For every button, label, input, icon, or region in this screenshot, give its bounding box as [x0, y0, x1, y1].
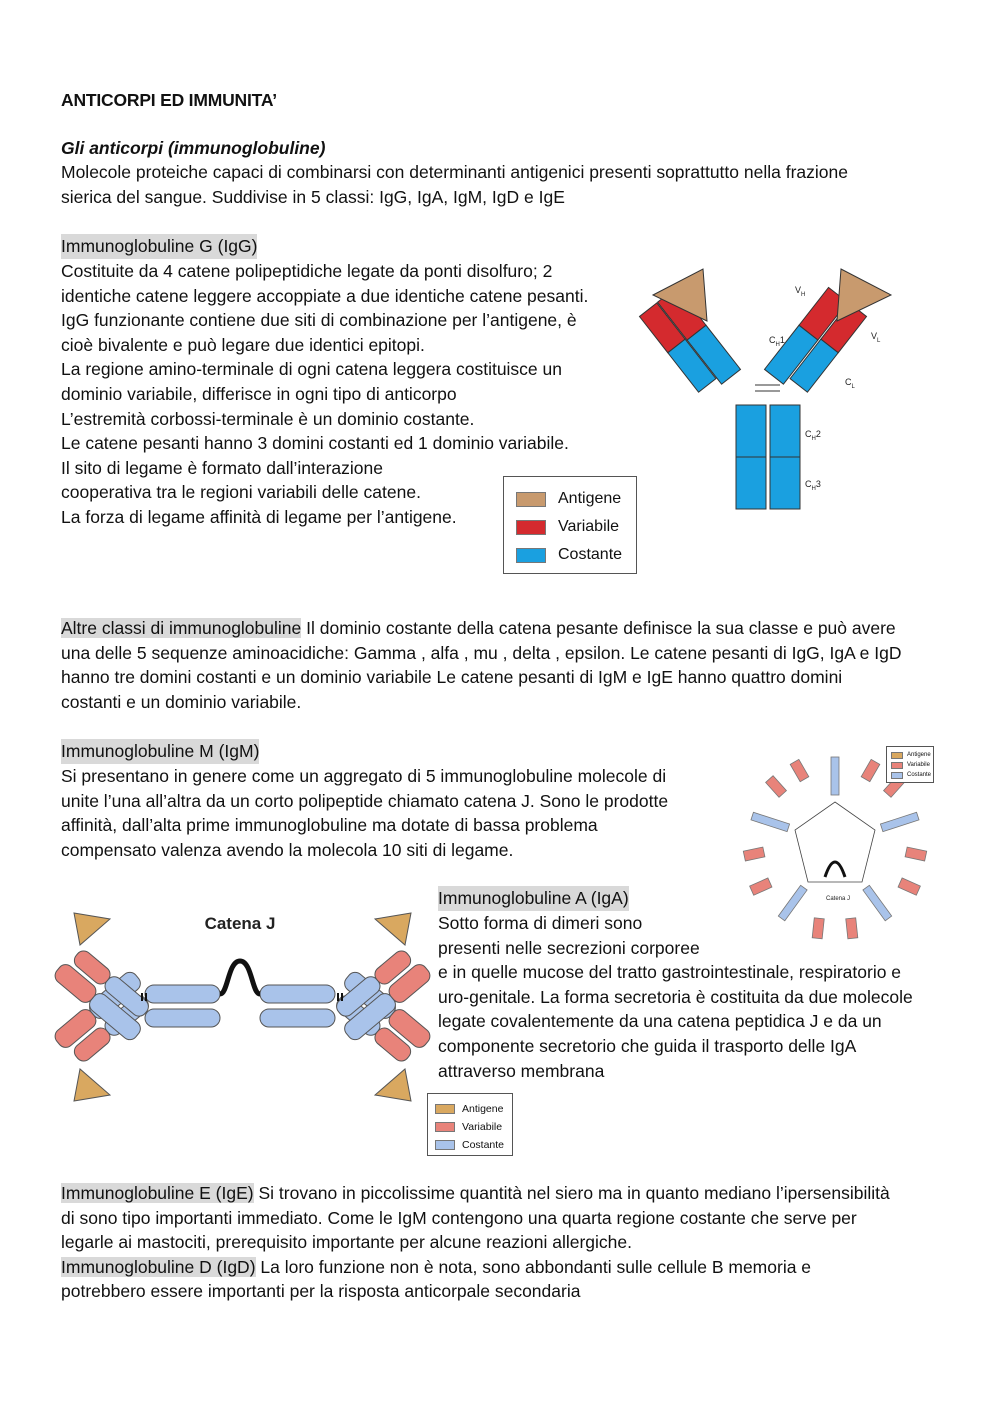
ch3-label-num: 3 — [815, 479, 821, 489]
ch3-label — [805, 479, 821, 492]
igm-heading: Immunoglobuline M (IgM) — [61, 739, 259, 764]
legend-label: Variabile — [907, 762, 930, 768]
igg-line: identiche catene leggere accoppiate a due identiche catene pesanti. — [61, 285, 589, 306]
iga-line: componente secretorio che guida il trasporto delle IgA — [438, 1035, 857, 1056]
variabile-swatch — [891, 762, 903, 769]
iga-heading: Immunoglobuline A (IgA) — [438, 886, 629, 911]
ch2-label-num: 2 — [815, 429, 821, 439]
igd-line: potrebbero essere importanti per la risposta anticorpale secondaria — [61, 1281, 581, 1302]
ch3-label-sub: H — [811, 486, 816, 492]
legend-label: Costante — [558, 546, 623, 563]
igg-diagram — [645, 265, 905, 515]
legend-label: Costante — [907, 772, 932, 778]
vh-label — [795, 285, 805, 298]
ch1-label-sub: H — [775, 342, 780, 348]
cl-label — [845, 377, 856, 390]
ige-igd-section — [61, 1181, 951, 1304]
altre-line: costanti e un dominio variabile. — [61, 691, 302, 712]
igg-heading: Immunoglobuline G (IgG) — [61, 234, 257, 259]
iga-catena-j-label: Catena J — [204, 914, 276, 933]
legend-label: Antigene — [462, 1103, 504, 1115]
altre-line: una delle 5 sequenze aminoacidiche: Gamma , alfa , mu , delta , epsilon. Le catene pesanti di IgG, IgA e IgD — [61, 642, 902, 663]
igg-legend — [503, 476, 637, 574]
igg-line: Costituite da 4 catene polipeptidiche legate da ponti disolfuro; 2 — [61, 261, 553, 281]
ch2-label-sub: H — [811, 436, 816, 442]
antigene-swatch — [435, 1104, 455, 1114]
page-title: ANTICORPI ED IMMUNITA’ — [61, 90, 277, 110]
igg-line: Il sito di legame è formato dall’interazione — [61, 457, 383, 478]
iga-line: presenti nelle secrezioni corporee — [438, 937, 700, 958]
ige-line-1: Si trovano in piccolissime quantità nel siero ma in quanto mediano l’ipersensibilità — [253, 1183, 890, 1203]
intro-line-2: sierica del sangue. Suddivise in 5 classi: IgG, IgA, IgM, IgD e IgE — [61, 187, 565, 207]
ch2-label — [805, 429, 821, 442]
cl-label-sub: L — [851, 384, 855, 390]
legend-label: Antigene — [558, 490, 622, 507]
igg-line: IgG funzionante contiene due siti di combinazione per l’antigene, è — [61, 310, 577, 331]
ige-heading: Immunoglobuline E (IgE) — [61, 1183, 254, 1203]
ige-line: legarle ai mastociti, prerequisito importante per alcune reazioni allergiche. — [61, 1232, 632, 1253]
iga-body — [438, 911, 968, 1083]
legend-label: Variabile — [558, 518, 620, 535]
costante-swatch — [435, 1140, 455, 1150]
ch1-label-num: 1 — [779, 335, 785, 345]
igm-body — [61, 764, 721, 862]
igd-line-1: La loro funzione non è nota, sono abbondanti sulle cellule B memoria e — [255, 1256, 812, 1277]
vl-label-text: V — [871, 331, 878, 341]
variabile-swatch — [435, 1122, 455, 1132]
igg-line: cooperativa tra le regioni variabili delle catene. — [61, 482, 421, 503]
iga-line: e in quelle mucose del tratto gastrointestinale, respiratorio e — [438, 962, 902, 983]
iga-line: attraverso membrana — [438, 1060, 605, 1081]
igg-line: La regione amino-terminale di ogni catena leggera costituisce un — [61, 359, 562, 380]
iga-line: Sotto forma di dimeri sono — [438, 913, 643, 933]
legend-label: Costante — [462, 1139, 505, 1151]
altre-line-1: Il dominio costante della catena pesante definisce la sua classe e può avere — [301, 618, 896, 638]
ch3-label-text: C — [805, 479, 812, 489]
legend-label: Antigene — [907, 752, 931, 758]
costante-swatch — [516, 548, 546, 563]
igg-line: Le catene pesanti hanno 3 domini costanti ed 1 dominio variabile. — [61, 433, 569, 454]
igm-line: compensato valenza avendo la molecola 10 siti di legame. — [61, 839, 514, 860]
igm-line: Si presentano in genere come un aggregato di 5 immunoglobuline molecole di — [61, 766, 667, 786]
intro-heading: Gli anticorpi (immunoglobuline) — [61, 138, 326, 158]
igg-line: La forza di legame affinità di legame per l’antigene. — [61, 506, 457, 527]
igd-heading: Immunoglobuline D (IgD) — [61, 1256, 256, 1277]
intro-line-1: Molecole proteiche capaci di combinarsi con determinanti antigenici presenti soprattutto nella frazione — [61, 162, 848, 182]
antigene-swatch — [891, 752, 903, 759]
legend-label: Variabile — [462, 1121, 503, 1133]
iga-diagram — [70, 905, 415, 1115]
vh-label-sub: H — [801, 292, 806, 298]
igm-catena-j-label: Catena J — [826, 896, 851, 902]
igg-line: L’estremità corbossi-terminale è un dominio costante. — [61, 408, 475, 429]
igm-line: affinità, dall’alta prime immunoglobuline ma dotate di bassa problema — [61, 815, 598, 836]
iga-line: uro-genitale. La forma secretoria è costituita da due molecole — [438, 986, 913, 1007]
vh-label-text: V — [795, 285, 802, 295]
cl-label-text: C — [845, 377, 852, 387]
ige-line: di sono tipo importanti immediato. Come le IgM contengono una quarta regione costante che serve per — [61, 1207, 857, 1228]
variabile-swatch — [516, 520, 546, 535]
altre-heading: Altre classi di immunoglobuline — [61, 618, 302, 638]
altre-section — [61, 616, 941, 714]
vl-label-sub: L — [877, 338, 881, 344]
igg-line: cioè bivalente e può legare due identici epitopi. — [61, 334, 425, 355]
ch1-label-text: C — [769, 335, 776, 345]
igm-line: unite l’una all’altra da un corto polipeptide chiamato catena J. Sono le prodotte — [61, 790, 669, 811]
igm-legend — [886, 746, 934, 783]
vl-label — [871, 331, 881, 344]
antigene-swatch — [516, 492, 546, 507]
iga-legend — [427, 1093, 513, 1156]
ch2-label-text: C — [805, 429, 812, 439]
igg-line: dominio variabile, differisce in ogni tipo di anticorpo — [61, 383, 457, 404]
costante-swatch — [891, 772, 903, 779]
iga-line: legate covalentemente da una catena peptidica J e da un — [438, 1011, 882, 1032]
altre-line: hanno tre domini costanti e un dominio variabile Le catene pesanti di IgM e IgE hanno quattro domini — [61, 667, 843, 688]
